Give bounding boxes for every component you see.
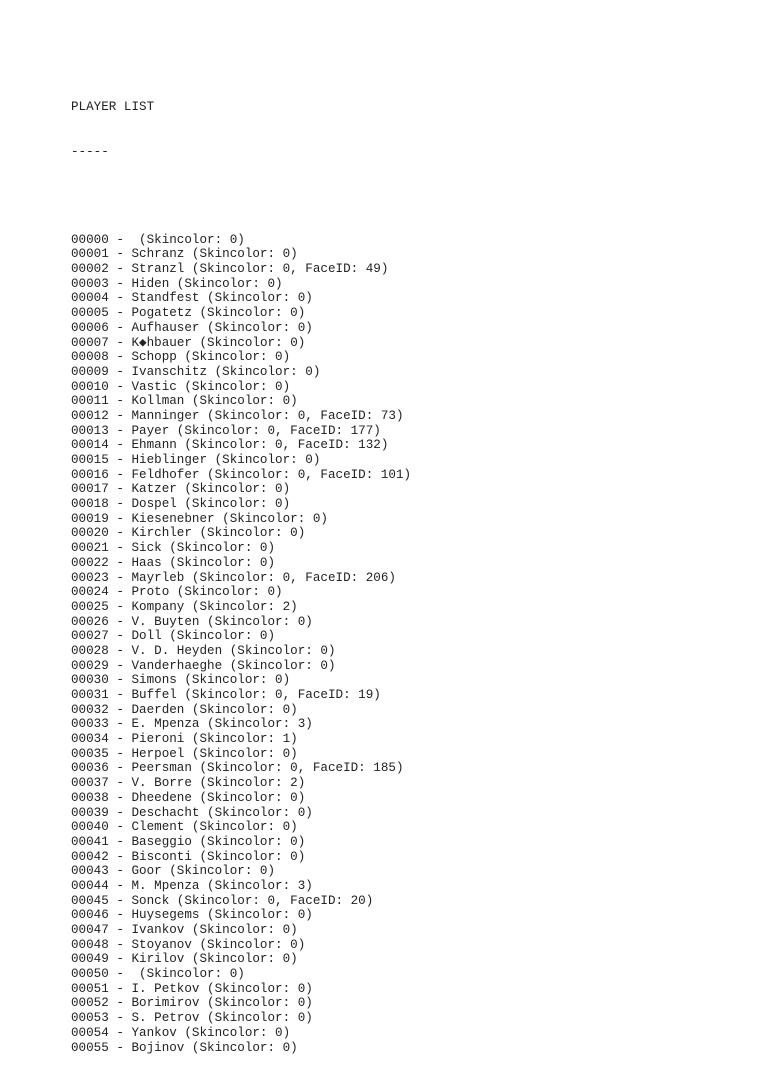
player-entry: 00044 - M. Mpenza (Skincolor: 3) — [71, 878, 313, 893]
player-entry: 00020 - Kirchler (Skincolor: 0) — [71, 526, 306, 541]
player-entry: 00051 - I. Petkov (Skincolor: 0) — [71, 981, 313, 996]
document-page — [71, 71, 411, 1070]
player-entry: 00010 - Vastic (Skincolor: 0) — [71, 379, 291, 394]
player-entry: 00030 - Simons (Skincolor: 0) — [71, 673, 291, 688]
player-entry: 00013 - Payer (Skincolor: 0, FaceID: 177) — [71, 423, 381, 438]
player-entry: 00045 - Sonck (Skincolor: 0, FaceID: 20) — [71, 893, 374, 908]
player-entry: 00046 - Huysegems (Skincolor: 0) — [71, 908, 313, 923]
player-entry: 00026 - V. Buyten (Skincolor: 0) — [71, 614, 313, 629]
player-entry: 00041 - Baseggio (Skincolor: 0) — [71, 834, 306, 849]
player-entry: 00008 - Schopp (Skincolor: 0) — [71, 350, 291, 365]
player-entry: 00032 - Daerden (Skincolor: 0) — [71, 702, 298, 717]
player-entry: 00029 - Vanderhaeghe (Skincolor: 0) — [71, 658, 336, 673]
player-entry: 00023 - Mayrleb (Skincolor: 0, FaceID: 206) — [71, 570, 396, 585]
player-entry: 00050 - (Skincolor: 0) — [71, 967, 245, 982]
player-entry: 00053 - S. Petrov (Skincolor: 0) — [71, 1011, 313, 1026]
player-entry: 00014 - Ehmann (Skincolor: 0, FaceID: 132) — [71, 438, 389, 453]
player-entry: 00033 - E. Mpenza (Skincolor: 3) — [71, 717, 313, 732]
player-list — [71, 233, 411, 1056]
player-entry: 00018 - Dospel (Skincolor: 0) — [71, 497, 291, 512]
player-entry: 00011 - Kollman (Skincolor: 0) — [71, 394, 298, 409]
player-entry: 00025 - Kompany (Skincolor: 2) — [71, 599, 298, 614]
player-entry: 00052 - Borimirov (Skincolor: 0) — [71, 996, 313, 1011]
player-entry: 00035 - Herpoel (Skincolor: 0) — [71, 746, 298, 761]
player-entry: 00001 - Schranz (Skincolor: 0) — [71, 247, 298, 262]
player-entry: 00054 - Yankov (Skincolor: 0) — [71, 1025, 291, 1040]
player-entry: 00048 - Stoyanov (Skincolor: 0) — [71, 937, 306, 952]
player-entry: 00015 - Hieblinger (Skincolor: 0) — [71, 453, 321, 467]
player-entry: 00042 - Bisconti (Skincolor: 0) — [71, 849, 306, 864]
player-entry: 00047 - Ivankov (Skincolor: 0) — [71, 923, 298, 937]
blank-line — [71, 189, 411, 204]
player-entry: 00043 - Goor (Skincolor: 0) — [71, 864, 276, 879]
player-entry: 00034 - Pieroni (Skincolor: 1) — [71, 732, 298, 747]
player-entry: 00049 - Kirilov (Skincolor: 0) — [71, 952, 298, 967]
player-entry: 00036 - Peersman (Skincolor: 0, FaceID: 185) — [71, 761, 404, 776]
document-title: PLAYER LIST — [71, 100, 155, 115]
player-entry: 00021 - Sick (Skincolor: 0) — [71, 541, 276, 556]
player-entry: 00022 - Haas (Skincolor: 0) — [71, 555, 276, 570]
player-entry: 00038 - Dheedene (Skincolor: 0) — [71, 790, 306, 805]
player-entry: 00037 - V. Borre (Skincolor: 2) — [71, 776, 306, 791]
player-entry: 00039 - Deschacht (Skincolor: 0) — [71, 805, 313, 820]
player-entry: 00055 - Bojinov (Skincolor: 0) — [71, 1040, 298, 1055]
player-entry: 00028 - V. D. Heyden (Skincolor: 0) — [71, 643, 336, 658]
player-entry: 00027 - Doll (Skincolor: 0) — [71, 629, 276, 644]
title-separator: ----- — [71, 144, 109, 159]
player-entry: 00031 - Buffel (Skincolor: 0, FaceID: 19) — [71, 688, 381, 702]
player-entry: 00017 - Katzer (Skincolor: 0) — [71, 482, 291, 497]
player-entry: 00012 - Manninger (Skincolor: 0, FaceID: 73) — [71, 408, 404, 423]
player-entry: 00002 - Stranzl (Skincolor: 0, FaceID: 49) — [71, 262, 389, 277]
player-entry: 00016 - Feldhofer (Skincolor: 0, FaceID: 101) — [71, 467, 412, 482]
player-entry: 00040 - Clement (Skincolor: 0) — [71, 820, 298, 835]
player-entry: 00024 - Proto (Skincolor: 0) — [71, 585, 283, 600]
player-entry: 00006 - Aufhauser (Skincolor: 0) — [71, 320, 313, 335]
player-entry: 00019 - Kiesenebner (Skincolor: 0) — [71, 511, 328, 526]
player-entry: 00004 - Standfest (Skincolor: 0) — [71, 291, 313, 306]
player-entry: 00005 - Pogatetz (Skincolor: 0) — [71, 306, 306, 321]
player-entry: 00000 - (Skincolor: 0) — [71, 232, 245, 247]
player-entry: 00003 - Hiden (Skincolor: 0) — [71, 276, 283, 291]
player-entry: 00009 - Ivanschitz (Skincolor: 0) — [71, 364, 321, 379]
player-entry: 00007 - K◆hbauer (Skincolor: 0) — [71, 335, 306, 350]
